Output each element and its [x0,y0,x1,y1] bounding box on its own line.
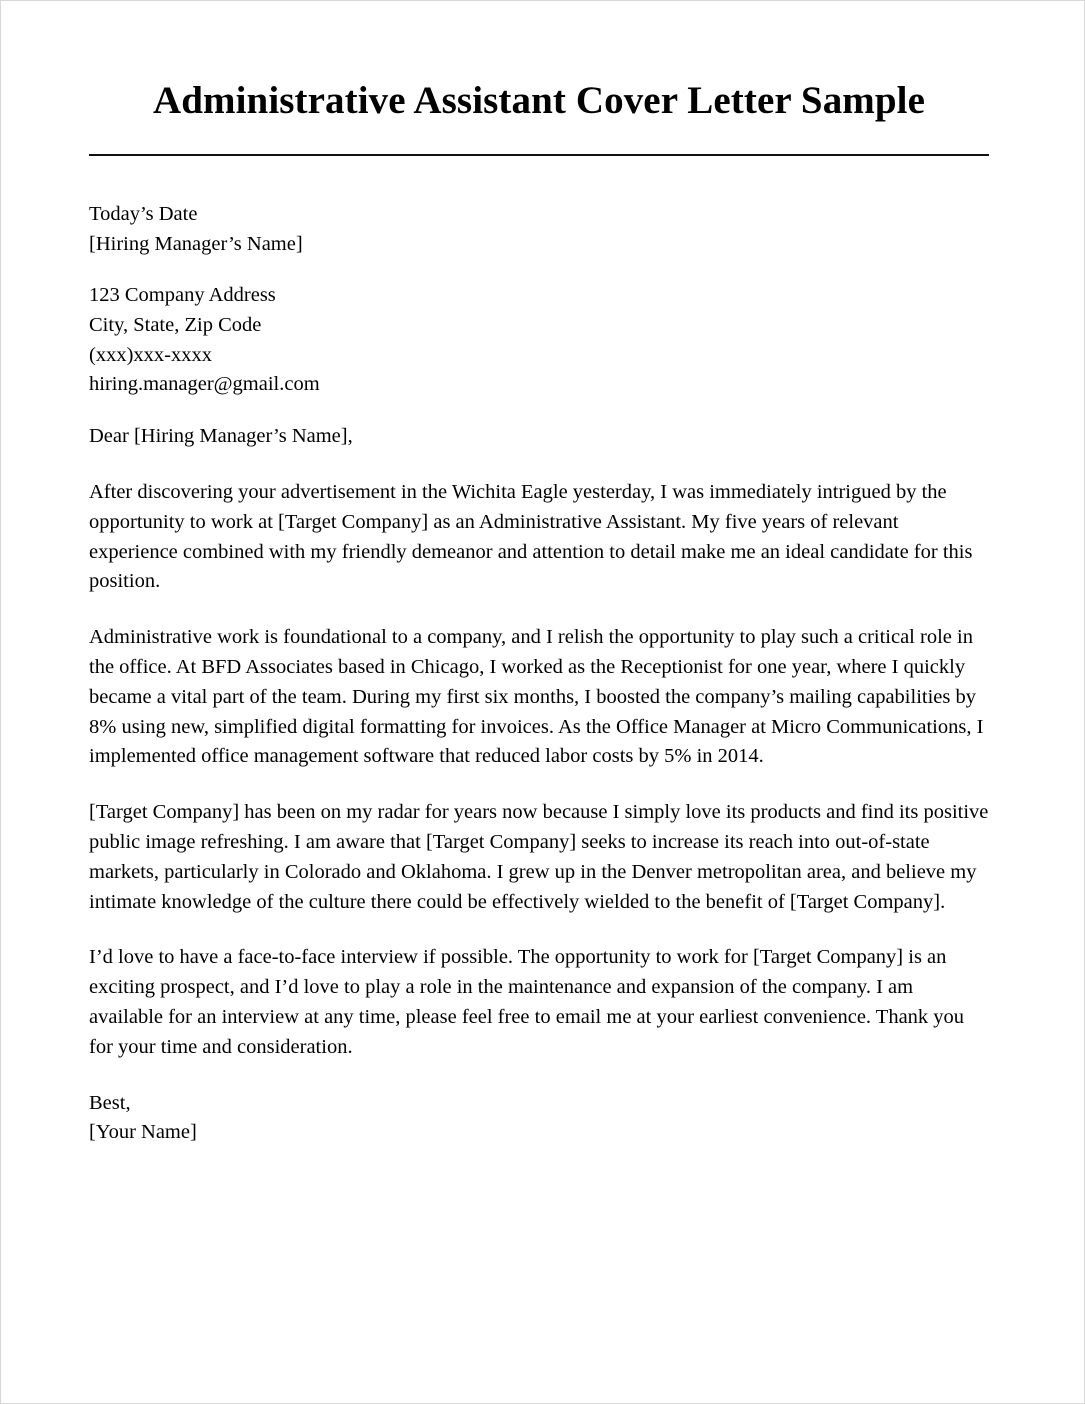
address-line-city: City, State, Zip Code [89,314,262,336]
valediction: Best, [89,1091,131,1114]
address-line-phone: (xxx)xxx-xxxx [89,343,212,366]
body-paragraph-1: After discovering your advertisement in the Wichita Eagle yesterday, I was immediately intrigued by the opportunity to work at [Target Company] as an Administrative Assistant. My five years of relevant experience combined with my friendly demeanor and attention to detail make me an ideal candidate for this position. [89,480,973,593]
title-divider [89,154,989,156]
salutation: Dear [Hiring Manager’s Name], [89,425,353,448]
address-line-street: 123 Company Address [89,284,276,307]
address-line-email: hiring.manager@gmail.com [89,373,320,396]
letter-header [89,200,989,259]
body-paragraph-3: [Target Company] has been on my radar for years now because I simply love its products and find its positive public image refreshing. I am aware that [Target Company] seeks to increase its reach into out-of-state markets, particularly in Colorado and Oklahoma. I grew up in the Denver metropolitan area, and believe my intimate knowledge of the culture there could be effectively wielded to the benefit of [Target Company]. [89,801,989,913]
document-body [89,1,989,1148]
date-line: Today’s Date [89,202,198,225]
closing-block [89,1089,989,1148]
body-paragraph-4: I’d love to have a face-to-face interview if possible. The opportunity to work for [Target Company] is an exciting prospect, and I’d love to play a role in the maintenance and expansion of the company. I am available for an interview at any time, please feel free to email me at your earliest convenience. Thank you for your time and consideration. [89,946,965,1058]
body-paragraph-2: Administrative work is foundational to a company, and I relish the opportunity to play such a critical role in the office. At BFD Associates based in Chicago, I worked as the Receptionist for one year, where I quickly became a vital part of the team. During my first six months, I boosted the company’s mailing capabilities by 8% using new, simplified digital formatting for invoices. As the Office Manager at Micro Communications, I implemented office management software that reduced labor costs by 5% in 2014. [89,626,984,768]
header-spacer-2 [89,400,989,422]
page-title: Administrative Assistant Cover Letter Sample [152,79,926,122]
signature-name: [Your Name] [89,1121,197,1144]
recipient-name-line: [Hiring Manager’s Name] [89,232,303,255]
letter-content [89,200,989,1148]
header-spacer-1 [89,259,989,281]
recipient-address-block [89,281,989,400]
salutation-spacer [89,452,989,478]
